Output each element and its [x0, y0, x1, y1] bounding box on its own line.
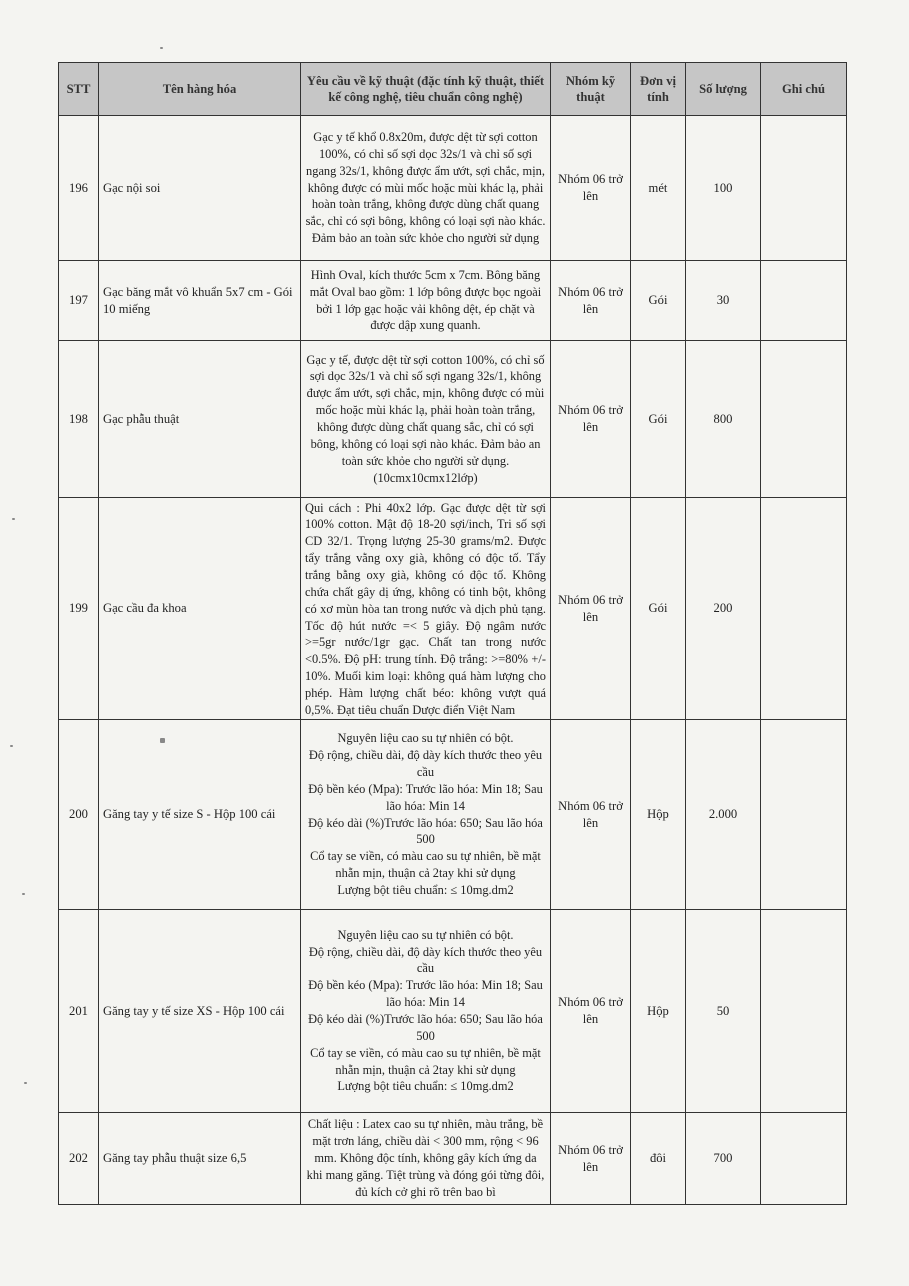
row-qty: 700	[686, 1113, 761, 1205]
row-name: Gạc phẫu thuật	[99, 341, 301, 498]
row-spec	[301, 910, 551, 1113]
row-group: Nhóm 06 trở lên	[551, 720, 631, 910]
row-qty: 2.000	[686, 720, 761, 910]
row-unit: Hộp	[631, 910, 686, 1113]
header-unit: Đơn vị tính	[631, 63, 686, 116]
spec-line: Độ kéo dài (%)Trước lão hóa: 650; Sau lão hóa 500	[308, 1012, 543, 1043]
table-row	[59, 498, 847, 720]
table-row	[59, 720, 847, 910]
row-stt: 196	[59, 116, 99, 261]
row-note	[761, 261, 847, 341]
row-name: Găng tay phẫu thuật size 6,5	[99, 1113, 301, 1205]
technical-requirements-table	[58, 62, 847, 1205]
table-row	[59, 261, 847, 341]
row-qty: 100	[686, 116, 761, 261]
row-unit: Gói	[631, 261, 686, 341]
spec-line: Nguyên liệu cao su tự nhiên có bột.	[337, 927, 514, 942]
spec-line: Độ kéo dài (%)Trước lão hóa: 650; Sau lão hóa 500	[308, 815, 543, 847]
row-qty: 200	[686, 498, 761, 720]
row-group: Nhóm 06 trở lên	[551, 1113, 631, 1205]
header-note: Ghi chú	[761, 63, 847, 116]
header-qty: Số lượng	[686, 63, 761, 116]
row-note	[761, 498, 847, 720]
row-name: Gạc cầu đa khoa	[99, 498, 301, 720]
row-spec	[301, 720, 551, 910]
header-spec: Yêu cầu về kỹ thuật (đặc tính kỹ thuật, thiết kế công nghệ, tiêu chuẩn công nghệ)	[301, 63, 551, 116]
row-stt: 202	[59, 1113, 99, 1205]
row-spec	[301, 498, 551, 720]
row-name: Gạc nội soi	[99, 116, 301, 261]
row-qty: 800	[686, 341, 761, 498]
row-qty: 50	[686, 910, 761, 1113]
row-note	[761, 720, 847, 910]
row-name: Gạc băng mắt vô khuẩn 5x7 cm - Gói 10 miếng	[99, 261, 301, 341]
row-stt: 200	[59, 720, 99, 910]
spec-line: Độ rộng, chiều dài, độ dày kích thước theo yêu cầu	[308, 944, 543, 976]
row-unit: Hộp	[631, 720, 686, 910]
row-unit: Gói	[631, 498, 686, 720]
row-unit: mét	[631, 116, 686, 261]
row-group: Nhóm 06 trở lên	[551, 910, 631, 1113]
row-unit: Gói	[631, 341, 686, 498]
scan-speck	[160, 738, 165, 743]
row-spec: Gạc y tế khổ 0.8x20m, được dệt từ sợi cotton 100%, có chỉ số sợi dọc 32s/1 và chỉ số sợi ngang 32s/1, không được ẩm ướt, sợi chắc, mịn, không được có mùi mốc hoặc mùi khác lạ, phải hoàn toàn trắng, không được dùng chất quang sắc, chỉ có sợi bông, không có loại sợi nào khác. Đảm bảo an toàn sức khỏe cho người sử dụng	[301, 116, 551, 261]
table-header-row	[59, 63, 847, 116]
row-group: Nhóm 06 trở lên	[551, 341, 631, 498]
row-spec: Gạc y tế, được dệt từ sợi cotton 100%, có chỉ số sợi dọc 32s/1 và chỉ số sợi ngang 32s/1, không được ẩm ướt, sợi chắc, mịn, không được có mùi mốc hoặc mùi khác lạ, phải hoàn toàn trắng, không được dùng chất quang sắc, chỉ có sợi bông, không có loại sợi nào khác. Đảm bảo an toàn sức khỏe cho người sử dụng. (10cmx10cmx12lớp)	[301, 341, 551, 498]
spec-line: Độ rộng, chiều dài, độ dày kích thước theo yêu cầu	[308, 748, 543, 779]
row-note	[761, 1113, 847, 1205]
spec-line: Độ bền kéo (Mpa): Trước lão hóa: Min 18; Sau lão hóa: Min 14	[308, 978, 543, 1010]
row-name: Găng tay y tế size S - Hộp 100 cái	[99, 720, 301, 910]
row-group: Nhóm 06 trở lên	[551, 261, 631, 341]
table-row	[59, 341, 847, 498]
row-group: Nhóm 06 trở lên	[551, 116, 631, 261]
row-stt: 199	[59, 498, 99, 720]
row-note	[761, 116, 847, 261]
scan-speck	[10, 745, 13, 747]
table-row	[59, 1113, 847, 1205]
row-qty: 30	[686, 261, 761, 341]
row-spec-text: Qui cách : Phi 40x2 lớp. Gạc được dệt từ sợi 100% cotton. Mật độ 18-20 sợi/inch, Tri số sợi CD 32/1. Trọng lượng 25-30 grams/m2. Được tẩy trắng vằng oxy già, không có độc tố. Tẩy trắng bằng oxy già, không có độc tố. Không chứa chất gây dị ứng, không có tinh bột, không có xơ mùn hòa tan trong nước và dịch phủ tạng. Tốc độ hút nước =< 5 giây. Độ ngâm nước >=5gr nước/1gr gạc. Chất tan trong nước <0.5%. Độ pH: trung tính. Độ trắng: >=80% +/- 10%. Muối kim loại: không quá hàm lượng cho phép. Hàm lượng chất béo: không vượt quá 0,5%. Đạt tiêu chuẩn Dược điển Việt Nam	[305, 500, 546, 717]
row-name: Găng tay y tế size XS - Hộp 100 cái	[99, 910, 301, 1113]
row-spec: Chất liệu : Latex cao su tự nhiên, màu trắng, bề mặt trơn láng, chiều dài < 300 mm, rộng < 96 mm. Không độc tính, không gây kích ứng da khi mang găng. Tiệt trùng và đóng gói từng đôi, đủ kích cở ghi rõ trên bao bì	[301, 1113, 551, 1205]
header-stt: STT	[59, 63, 99, 116]
row-stt: 197	[59, 261, 99, 341]
spec-line: Lượng bột tiêu chuẩn: ≤ 10mg.dm2	[337, 1079, 514, 1094]
row-group: Nhóm 06 trở lên	[551, 498, 631, 720]
scan-speck	[24, 1082, 27, 1084]
scan-speck	[160, 47, 163, 49]
table-row	[59, 910, 847, 1113]
spec-line: Cổ tay se viền, có màu cao su tự nhiên, bề mặt nhẵn mịn, thuận cả 2tay khi sử dụng	[310, 1045, 541, 1077]
row-unit: đôi	[631, 1113, 686, 1205]
spec-line: Độ bền kéo (Mpa): Trước lão hóa: Min 18; Sau lão hóa: Min 14	[308, 781, 543, 813]
scan-speck	[22, 893, 25, 895]
header-group: Nhóm kỹ thuật	[551, 63, 631, 116]
spec-line: Lượng bột tiêu chuẩn: ≤ 10mg.dm2	[337, 882, 514, 897]
spec-line: Cổ tay se viền, có màu cao su tự nhiên, bề mặt nhẵn mịn, thuận cả 2tay khi sử dụng	[310, 849, 541, 881]
row-stt: 198	[59, 341, 99, 498]
row-spec: Hình Oval, kích thước 5cm x 7cm. Bông băng mắt Oval bao gồm: 1 lớp bông được bọc ngoài bởi 1 lớp gạc hoặc vải không dệt, ép chặt và được dập xung quanh.	[301, 261, 551, 341]
row-stt: 201	[59, 910, 99, 1113]
row-note	[761, 910, 847, 1113]
header-name: Tên hàng hóa	[99, 63, 301, 116]
table-row	[59, 116, 847, 261]
spec-line: Nguyên liệu cao su tự nhiên có bột.	[337, 731, 514, 746]
row-note	[761, 341, 847, 498]
scan-speck	[12, 518, 15, 520]
